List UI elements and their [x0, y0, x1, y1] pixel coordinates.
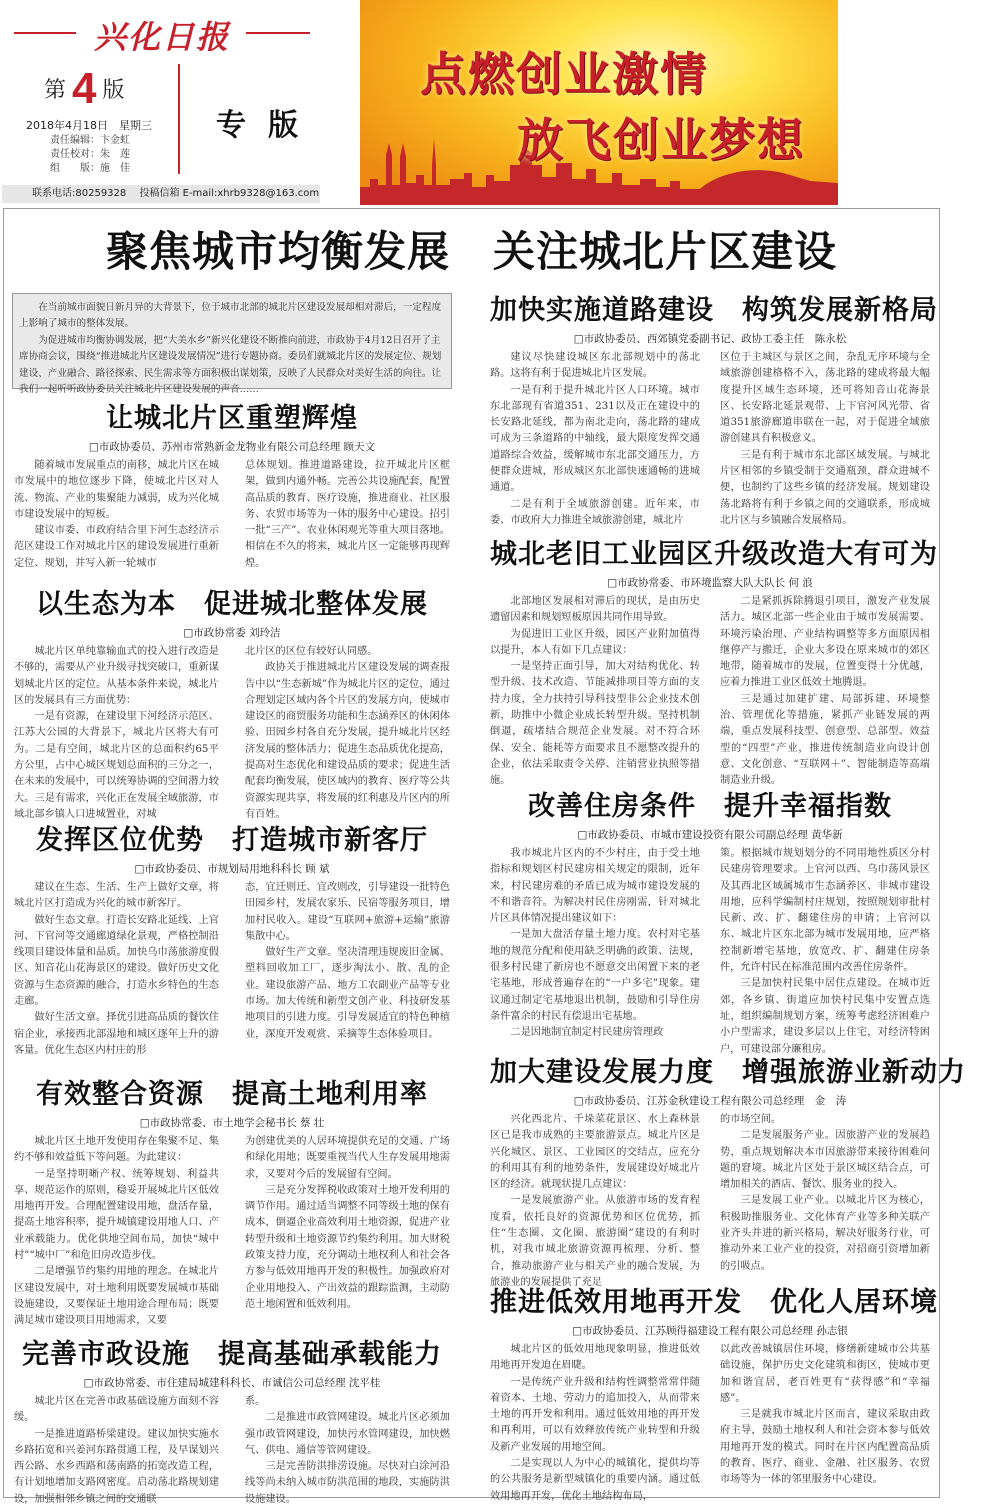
paragraph: 一是推进道路桥梁建设。建议加快实施水乡路拓宽和兴姜河东路贯通工程，及早谋划兴西公路、水乡西路和荡南路的拓宽改造工程，有计划地增加支路网密度。启动荡北路规划建设，加强相邻乡镇之间的交通联 — [14, 1428, 219, 1505]
paragraph: 城北片区的低效用地现象明显，推进低效用地再开发迫在眉睫。 — [490, 1344, 700, 1372]
article-title: 改善住房条件 提升幸福指数 — [528, 791, 892, 822]
paragraph: 一是有利于提升城北片区人口环境。城市东北部现有省道351、231以及正在建设中的长安路北延线，都为南北走向，荡北路的建成可成为三条道路的中轴线，最大限度发挥交通道路综合效益，缓解城市东北部交通压力，方便群众进城，形成城区东北部快速通畅的进城通道。 — [490, 384, 700, 494]
logo-rule-right — [246, 32, 310, 34]
paragraph: 一是坚持明晰产权、统筹规划、利益共享、规范运作的原则，稳妥开展城北片区低效用地再开发。合理配置建设用地，盘活存量，提高土地容积率，提升城镇建设用地人口、产业承载能力。优化供地空间布局，加快“城中村”“城中厂”和危旧房改造步伐。 — [14, 1168, 219, 1262]
paragraph: 二是因地制宜制定村民建房管理政 — [510, 1027, 664, 1039]
paragraph: 二是推进市政管网建设。城北片区必须加强市政管网建设，加快污水管网建设，加快燃气、供电、通信等管网建设。 — [245, 1412, 450, 1456]
paragraph: 随着城市发展重点的南移，城北片区在城市发展中的地位逐步下降，使城北片区对人流、物流、产业的集聚能力减弱，成为兴化城市建设发展中的短板。 — [14, 460, 219, 520]
paragraph: 三是发展工业产业。以城北片区为核心，积极助推服务业、文化体育产业等多种关联产业齐头并进的新兴格局，解决好服务行业，可推动外来工业产业的投资，对招商引资增加新的引吸点。 — [720, 1195, 930, 1272]
article-2 — [14, 823, 450, 1059]
paragraph: 二是发展服务产业。因旅游产业的发展趋势，重点规划解决本市因旅游带来接待困难问题的窘境。城北片区处于景区城区结合点，可增加相关的酒店、餐饮、服务业的投入。 — [720, 1130, 930, 1191]
article-byline: □市政协委员、江苏金秋建设工程有限公司总经理 金 涛 — [573, 1095, 847, 1107]
paragraph: 建议在生态、生活、生产上做好文章，将城北片区打造成为兴化的城市新客厅。 — [14, 882, 219, 910]
paragraph: 城北片区土地开发使用存在集聚不足、集约不够和效益低下等问题。为此建议： — [14, 1136, 219, 1164]
article-column-2 — [245, 644, 450, 823]
article-column-2 — [720, 350, 930, 529]
paragraph: 二是有利于全域旅游创建。近年来，市委、市政府大力推进全域旅游创建，城北片 — [490, 498, 700, 526]
paragraph: 的市场空间。 — [720, 1114, 782, 1125]
paragraph: 三是有利于城市东北部区域发展。与城北片区相邻的乡镇受制于交通瓶颈，群众进城不便，也制约了这些乡镇的经济发展。规划建设荡北路将有利于乡镇之间的交通联系，形成城北片区与乡镇融合发展格局。 — [720, 449, 930, 526]
article-byline: □市政协委员、西郊镇党委副书记、政协工委主任 陈永松 — [573, 333, 847, 345]
intro-paragraph: 为促进城市均衡协调发展，把“大美水乡”新兴化建设不断推向前进，市政协于4月12日召开了主席协商会议，围绕“推进城北片区建设发展情况”进行专题协商。委员们就城北片区的发展定位、规划建设、产业融合、路径探索、民生需求等方面积极出谋划策，反映了人民群众对美好生活的向往。让我们一起听听政协委员关注城北片区建设发展的声音…… — [19, 334, 442, 396]
paragraph: 一是坚持正面引导，加大对结构优化、转型升级、技术改造、节能减排项目等方面的支持力度，全力扶持引导科技型非公企业技术创新，助推中小微企业成长转型升级。坚持机制倒逼，疏堵结合规范企业发展。对不符合环保、安全、能耗等方面要求且不愿整改提升的企业，依法采取责令关停、注销营业执照等措施。 — [490, 661, 700, 787]
article-column-1 — [490, 1342, 700, 1505]
paragraph: 做好生态文章。打造长安路北延线、上官河、下官河等交通廊道绿化景观，严格控制沿线项目建设体量和品质。加快乌巾荡旅游度假区、知音花山花海景区的建设。做好历史文化资源与生态资源的融合，打造水乡特色的生态走廊。 — [14, 914, 219, 1008]
paragraph: 以此改善城镇居住环境，修缮新建城市公共基础设施，保护历史文化建筑和街区，使城市更加和谐宜居，老百姓更有“获得感”和“幸福感”。 — [720, 1344, 930, 1404]
paragraph: 做好生活文章。择优引进高品质的餐饮住宿企业，承接西北部湿地和城区逐年上升的游客量。优化生态区内村庄的形 — [14, 1012, 219, 1056]
paragraph: 城北片区单纯靠输血式的投入进行改造是不够的，需要从产业升级寻找突破口，重新谋划城北片区的定位。从基本条件来说，城北片区的发展具有三方面优势： — [14, 646, 219, 706]
article-byline: □市政协常委、市住建局城建科科长、市诚信公司总经理 沈平桂 — [83, 1377, 381, 1389]
paragraph: 三是通过加建扩建、局部拆建、环境整治、管理优化等措施，紧抓产业链发展的两端，重点发展科技型、创意型、总部型、效益型的“四型”产业，推进传统制造业向设计创意、文化创意、“互联网＋”、智能制造等高端制造业升级。 — [720, 693, 930, 787]
article-title: 城北老旧工业园区升级改造大有可为 — [490, 539, 938, 570]
paragraph: 建议尽快建设城区东北部规划中的荡北路。这将有利于促进城北片区发展。 — [490, 352, 700, 380]
article-column-1 — [490, 594, 700, 790]
intro-paragraph: 在当前城市面貌日新月异的大背景下，位于城市北部的城北片区建设发展却相对滞后，一定程度上影响了城市的整体发展。 — [19, 302, 442, 330]
paragraph: 三是充分发挥税收政策对土地开发利用的调节作用。通过适当调整不同等级土地的保有成本，倒逼企业高效利用土地资源，促进产业转型升级和土地资源节约集约利用。加大财税政策支持力度，充分调动土地权利人和社会各方参与低效用地再开发的积极性。加强政府对企业用地投入、产出效益的跟踪监测，主动防范土地闲置和低效利用。 — [245, 1184, 450, 1310]
article-0 — [14, 401, 450, 572]
edition-suffix: 版 — [102, 78, 125, 103]
newspaper-logo — [14, 12, 310, 56]
banner-line-1: 点燃创业激情 — [420, 47, 708, 101]
article-title: 让城北片区重塑辉煌 — [106, 403, 358, 434]
article-title: 发挥区位优势 打造城市新客厅 — [36, 825, 428, 856]
article-column-2 — [720, 1112, 930, 1291]
article-byline: □市政协委员、苏州市常熟新金龙物业有限公司总经理 顾天文 — [88, 441, 376, 453]
paragraph: 城北片区在完善市政基础设施方面刻不容缓。 — [14, 1396, 219, 1424]
article-byline: □市政协委员、市城市建设投资有限公司副总经理 黄华新 — [577, 829, 843, 841]
article-title: 加大建设发展力度 增强旅游业新动力 — [490, 1057, 966, 1088]
article-byline: □市政协常委、市环境监察大队大队长 何 浪 — [607, 577, 813, 589]
article-column-2 — [720, 1342, 930, 1505]
staff-layout: 组 版：施 佳 — [50, 163, 130, 174]
article-column-1 — [14, 880, 219, 1059]
promo-banner — [360, 0, 838, 205]
paragraph: 二是紧抓拆除腾退引项目，激发产业发展活力。城区北部一些企业由于城市发展需要、环境污染治理、产业结构调整等多方面原因相继停产与搬迁，企业大多设在原来城市的郊区地带，随着城市的发展，位置变得十分优越，应着力推进工业区低效土地腾退。 — [720, 596, 930, 689]
paragraph: 二是增强节约集约用地的理念。在城北片区建设发展中，对土地利用既要发展城市基础设施建设，又要保证土地用途合理布局；既要满足城市建设项目用地需求，又要 — [14, 1266, 219, 1327]
logo-rule-left — [14, 32, 76, 34]
article-column-2 — [245, 458, 450, 572]
article-3 — [14, 1077, 450, 1330]
paragraph: 北部地区发展相对滞后的现状，是由历史遗留因素和规划短板原因共同作用导致。 — [490, 596, 700, 624]
article-title: 推进低效用地再开发 优化人居环境 — [490, 1287, 938, 1318]
issue-date: 2018年4月18日 星期三 — [26, 119, 152, 132]
paragraph: 政协关于推进城北片区建设发展的调查报告中以“生态新城”作为城北片区的定位，通过合理划定区域内各个片区的发展方向，使城市建设区的商贸服务功能和生态涵养区的休闲体验、田园乡村各自充分发展，提升城北片区经济发展的整体活力；促进生态品质优化提高，提高对生态优化和建设品质的要求；促进生活配套均衡发展，使区域内的教育、医疗等公共资源实现共享，将发展的红利惠及片区内的所有百姓。 — [245, 662, 450, 820]
article-title: 完善市政设施 提高基础承载能力 — [22, 1339, 442, 1370]
article-column-1 — [14, 1134, 219, 1330]
article-column-1 — [490, 350, 700, 529]
edition-number: 4 — [72, 64, 97, 113]
paragraph: 三是就我市城北片区而言，建议采取由政府主导，鼓励土地权利人和社会资本参与低效用地再开发的模式。同时在片区内配置高品质的教育、医疗、商业、金融、社区服务、农贸市场等为一体的邻里服务中心建设。 — [720, 1409, 930, 1486]
article-column-2 — [245, 880, 450, 1059]
paragraph: 一是加大盘活存量土地力度。农村对宅基地的规范分配和使用缺乏明确的政策、法规，很多村民建了新房也不愿意交出闲置下来的老宅基地，形成普遍存在的“一户多宅”现象。建议通过制定宅基地退出机制，鼓励和引导住房条件富余的村民有偿退出宅基地。 — [490, 929, 700, 1022]
edition-prefix: 第 — [44, 78, 67, 103]
paragraph: 建议市委、市政府结合里下河生态经济示范区建设工作对城北片区的建设发展进行重新定位、规划，并写入新一轮城市 — [14, 525, 219, 569]
article-9 — [490, 1285, 938, 1505]
article-8 — [490, 1055, 966, 1291]
paragraph: 为促进旧工业区升级，园区产业附加值得以提升，本人有如下几点建议： — [490, 628, 700, 656]
paragraph: 二是实现以人为中心的城镇化，提供均等的公共服务是新型城镇化的重要内涵。通过低效用地再开发，优化土地结构布局， — [490, 1458, 700, 1502]
article-byline: □市政协委员、江苏顾得福建设工程有限公司总经理 孙志银 — [572, 1325, 848, 1337]
paragraph: 兴化西北片、千垛菜花景区、水上森林景区已是我市成熟的主要旅游景点。城北片区是兴化城区、景区、工业园区的交结点，应充分的利用其有利的地势条件，发展建设好城北片区的经济。就现状提几点建议： — [490, 1114, 700, 1191]
article-byline: □市政协常委、市土地学会秘书长 蔡 壮 — [139, 1117, 325, 1129]
article-column-2 — [245, 1394, 450, 1505]
paragraph: 总体规划。推进道路建设，拉开城北片区框架，做到内通外畅。完善公共设施配套，配置高品质的教育、医疗设施，推进商业、社区服务、农贸市场等为一体的服务中心建设。招引一批“三产”、农业休闲观光等重大项目落地。相信在不久的将来，城北片区一定能够再现辉煌。 — [245, 460, 450, 569]
page-content-frame — [3, 208, 966, 1505]
intro-box — [12, 293, 452, 396]
article-4 — [14, 1337, 450, 1505]
article-column-1 — [490, 1112, 700, 1291]
article-column-2 — [245, 1134, 450, 1330]
staff-proofreader: 责任校对：朱 莲 — [50, 149, 130, 160]
article-title: 以生态为本 促进城北整体发展 — [36, 589, 428, 620]
article-column-1 — [14, 1394, 219, 1505]
article-column-1 — [490, 846, 700, 1058]
article-title: 有效整合资源 提高土地利用率 — [36, 1079, 428, 1110]
staff-credits — [50, 134, 130, 176]
paragraph: 北片区的区位有较好认同感。 — [245, 646, 378, 657]
article-column-1 — [14, 458, 219, 572]
paragraph: 系。 — [245, 1396, 266, 1407]
edition-label — [44, 64, 125, 114]
article-column-2 — [720, 594, 930, 790]
paragraph: 策。根据城市规划划分的不同用地性质区分村民建房管理要求。上官河以西、乌巾荡风景区及其西北区域属城市生态涵养区、非城市建设用地，应科学编制村庄规划，按照规划审批村民新、改、扩、翻建住房的申请；上官河以东、城北片区东北部为城市发展用地，应严格控制新增宅基地，放宽改、扩、翻建住房条件，允许村民在标准范围内改善住房条件。 — [720, 848, 930, 974]
banner-line-2: 放飞创业梦想 — [517, 113, 805, 167]
paragraph: 一是传统产业升级和结构性调整常常伴随着资本、土地、劳动力的追加投入，从而带来土地的再开发和利用。通过低效用地的再开发和再利用，可以有效释放传统产业转型和升级及新产业发展的用地空间。 — [490, 1376, 700, 1453]
article-byline: □市政协常委 刘玲洁 — [183, 627, 281, 639]
article-byline: □市政协委员、市规划局用地科科长 顾 斌 — [134, 863, 330, 875]
article-6 — [490, 537, 938, 790]
main-headline: 聚焦城市均衡发展 关注城北片区建设 — [105, 227, 837, 276]
article-5 — [490, 293, 938, 529]
masthead — [0, 0, 986, 205]
article-7 — [490, 789, 930, 1058]
paragraph: 为创建优美的人居环境提供充足的交通、广场和绿化用地；既要重视当代人生存发展用地需求，又要对今后的发展留有空间。 — [245, 1136, 450, 1180]
paper-name: 兴化日报 — [94, 18, 231, 56]
contact-bar: 联系电话:80259328 投稿信箱 E-mail:xhrb9328@163.com — [2, 185, 320, 203]
article-title: 加快实施道路建设 构筑发展新格局 — [490, 295, 938, 326]
paragraph: 三是加快村民集中居住点建设。在城市近郊，各乡镇、街道应加快村民集中安置点选址，组织编制规划方案，统筹考虑经济困难户小户型需求，建设多层以上住宅，对经济特困户，可建设部分廉租房。 — [720, 978, 930, 1055]
staff-editor: 责任编辑：卞金虹 — [50, 135, 130, 146]
paragraph: 区位于主城区与景区之间，杂乱无序环境与全域旅游创建格格不入，荡北路的建成将最大幅度提升区域生态环境，还可将知音山花海景区、长安路北延景观带、上下官河风光带、省道351旅游廊道串联在一起，对于促进全域旅游创建具有积极意义。 — [720, 352, 930, 445]
article-column-2 — [720, 846, 930, 1058]
paragraph: 一是有资源，在建设里下河经济示范区、江苏大公园的大背景下，城北片区将大有可为。二是有空间，城北片区的总面积约65平方公里，占中心城区规划总面积的三分之一，在未来的发展中，可以统筹协调的空间潜力较大。三是有需求，兴化正在发展全域旅游，市域北部乡镇人口进城置业，对城 — [14, 711, 219, 820]
paragraph: 三是完善防洪排涝设施。尽快对白涂河沿线等尚未纳入城市防洪范围的地段，实施防洪设施建设。 — [245, 1461, 450, 1505]
paragraph: 我市城北片区内的不少村庄，由于受土地指标和规划区村民建房相关规定的限制，近年来，村民建房难的矛盾已成为城市建设发展的不和谐音符。为解决村民住房刚需，针对城北片区具体情况提出建议如下： — [490, 848, 700, 925]
paragraph: 态，宜迁则迁、宜改则改，引导建设一批特色田园乡村，发展农家乐、民宿等服务项目，增加村民收入。建设“互联网+旅游+运输”旅游集散中心。 — [245, 882, 450, 942]
paragraph: 一是发展旅游产业。从旅游市场的发育程度看，依托良好的资源优势和区位优势，抓住“生态圈、文化圈、旅游圈”建设的有利时机，对我市城北旅游资源再梳理、分析、整合，推动旅游产业与相关产业的融合发展，为旅游业的发展提供了充足 — [490, 1195, 700, 1288]
article-1 — [14, 587, 450, 823]
masthead-divider — [178, 64, 180, 174]
section-name: 专版 — [216, 108, 320, 143]
banner-base-bar — [360, 191, 838, 205]
article-column-1 — [14, 644, 219, 823]
paragraph: 做好生产文章。坚决清理违规废旧金属、塑料回收加工厂，逐步淘汰小、散、乱的企业。建设旅游产品、地方工农副业产品等专业市场。加大传统和新型文创产业、科技研发基地项目的引进力度。引导发展适宜的特色种植业，深度开发观赏、采摘等生态体验项目。 — [245, 947, 450, 1040]
